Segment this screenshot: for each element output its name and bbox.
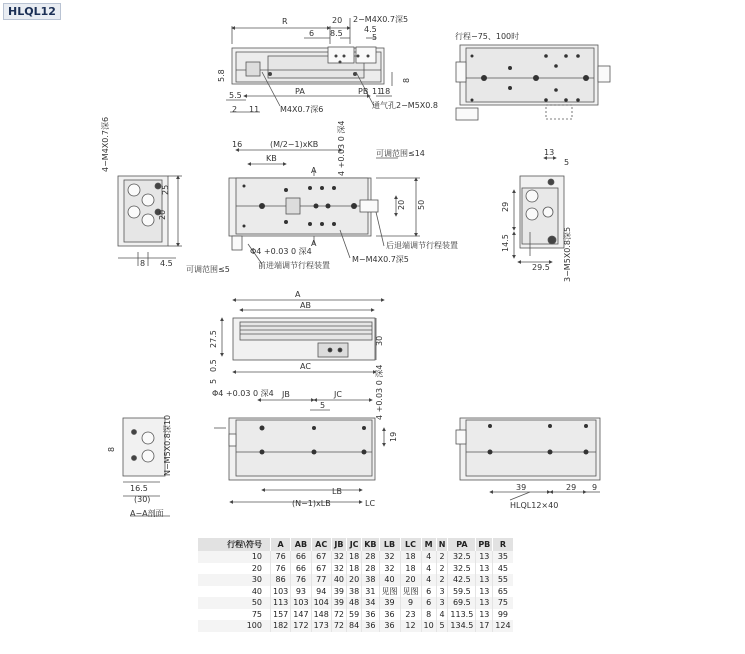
dim-11-label: 11 [372, 87, 383, 96]
table-cell: 18 [400, 563, 421, 575]
dim-5-8-label: 5.8 [217, 69, 226, 82]
bt-lc-label: LC [365, 499, 376, 508]
table-cell: 见图 [400, 586, 421, 598]
table-cell: 75 [198, 609, 271, 621]
table-cell: 8 [421, 609, 436, 621]
model-title: HLQL12 [3, 3, 61, 20]
header-stroke: 行程\符号 [198, 538, 271, 551]
table-cell: 2 [436, 574, 448, 586]
table-cell: 72 [331, 620, 346, 632]
table-cell: 86 [271, 574, 291, 586]
rt-13-label: 13 [544, 148, 555, 157]
table-cell: 38 [347, 586, 362, 598]
table-cell: 124 [493, 620, 513, 632]
mk-phi4-top-label: 4 +0.03 0 深4 [337, 120, 346, 176]
header-lc: LC [400, 538, 421, 551]
table-cell: 66 [291, 563, 311, 575]
rear-stroke-adjuster-label: 后退端调节行程装置 [386, 241, 458, 250]
table-cell: 20 [198, 563, 271, 575]
mk-50-label: 50 [417, 199, 426, 210]
bt-jb-label: JB [282, 390, 290, 399]
table-cell: 13 [476, 563, 493, 575]
table-cell: 65 [493, 586, 513, 598]
table-cell: 147 [291, 609, 311, 621]
header-ac: AC [311, 538, 331, 551]
fv-30-label: 30 [375, 335, 384, 346]
table-cell: 17 [476, 620, 493, 632]
table-cell: 13 [476, 586, 493, 598]
table-cell: 48 [347, 597, 362, 609]
right-side-view [514, 158, 564, 262]
fv-ac-label: AC [300, 362, 311, 371]
table-cell: 28 [362, 551, 379, 563]
mk-m2kb-label: (M/2−1)xKB [270, 140, 319, 149]
hl-39-label: 39 [516, 483, 527, 492]
dim-4-5-label: 4.5 [364, 25, 377, 34]
m4-depth6-label: M4X0.7深6 [280, 105, 324, 114]
table-cell: 5 [436, 620, 448, 632]
table-cell: 39 [331, 586, 346, 598]
hl-29-label: 29 [566, 483, 577, 492]
adjust-range-5-label: 可调范围≤5 [186, 265, 230, 274]
table-cell: 113 [271, 597, 291, 609]
hlql12x40-caption: HLQL12×40 [510, 501, 559, 510]
fv-5-label: 5 [209, 378, 218, 384]
table-cell: 40 [379, 574, 400, 586]
table-cell: 55 [493, 574, 513, 586]
table-cell: 13 [476, 609, 493, 621]
table-cell: 76 [271, 563, 291, 575]
table-cell: 66 [291, 551, 311, 563]
top-right-view [456, 45, 610, 120]
table-cell: 94 [311, 586, 331, 598]
dim-pb-label: PB [358, 87, 369, 96]
table-cell: 99 [493, 609, 513, 621]
table-cell: 93 [291, 586, 311, 598]
table-row [198, 609, 513, 621]
bt-lb-label: LB [332, 487, 342, 496]
header-lb: LB [379, 538, 400, 551]
table-cell: 2 [436, 551, 448, 563]
mk-16-label: 16 [232, 140, 243, 149]
table-cell: 10 [421, 620, 436, 632]
table-cell: 69.5 [448, 597, 476, 609]
table-cell: 75 [493, 597, 513, 609]
table-cell: 32.5 [448, 563, 476, 575]
table-cell: 32 [331, 551, 346, 563]
table-cell: 36 [379, 609, 400, 621]
dim-8-label: 8 [402, 77, 411, 83]
fv-0-5-label: 0.5 [209, 359, 218, 372]
table-cell: 13 [476, 574, 493, 586]
table-cell: 45 [493, 563, 513, 575]
mk-kb-label: KB [266, 154, 277, 163]
mk-m-m4-label: M−M4X0.7深5 [352, 255, 409, 264]
bt-5-label: 5 [320, 401, 326, 410]
table-cell: 148 [311, 609, 331, 621]
table-cell: 40 [331, 574, 346, 586]
table-cell: 42.5 [448, 574, 476, 586]
air-port-label: 通气孔2−M5X0.8 [372, 101, 438, 110]
mk-phi4-bottom-label: Φ4 +0.03 0 深4 [250, 247, 312, 256]
m4-depth5-label: 2−M4X0.7深5 [353, 15, 409, 24]
table-cell: 9 [400, 597, 421, 609]
table-cell: 30 [198, 574, 271, 586]
sec-16-5-label: 16.5 [130, 484, 148, 493]
header-pb: PB [476, 538, 493, 551]
table-cell: 2 [436, 563, 448, 575]
header-m: M [421, 538, 436, 551]
table-cell: 38 [362, 574, 379, 586]
table-cell: 157 [271, 609, 291, 621]
dim-18-label: 18 [380, 87, 391, 96]
table-cell: 13 [476, 551, 493, 563]
table-row [198, 551, 513, 563]
rt-29-5-label: 29.5 [532, 263, 550, 272]
section-a-bottom-label: A [311, 239, 317, 248]
table-row [198, 586, 513, 598]
table-cell: 39 [379, 597, 400, 609]
table-cell: 72 [331, 609, 346, 621]
bt-19-label: 19 [389, 431, 398, 442]
dim-5-label: 5 [372, 33, 378, 42]
table-cell: 172 [291, 620, 311, 632]
header-kb: KB [362, 538, 379, 551]
dim-5-5-label: 5.5 [229, 91, 242, 100]
table-cell: 23 [400, 609, 421, 621]
rt-m5-label: 3−M5X0.8深5 [563, 226, 572, 282]
table-cell: 40 [198, 586, 271, 598]
mk-20-label: 20 [397, 199, 406, 210]
table-cell: 20 [347, 574, 362, 586]
table-cell: 6 [421, 597, 436, 609]
table-cell: 39 [331, 597, 346, 609]
table-cell: 28 [362, 563, 379, 575]
front-stroke-adjuster-label: 前进端调节行程装置 [258, 261, 330, 270]
stroke-75-100-note: 行程−75、100时 [455, 32, 520, 41]
dim-pa-label: PA [295, 87, 305, 96]
dimension-table [198, 538, 513, 632]
table-cell: 113.5 [448, 609, 476, 621]
table-cell: 36 [379, 620, 400, 632]
table-cell: 6 [421, 586, 436, 598]
side-20-label: 20 [158, 209, 167, 220]
bt-phi4-label: Φ4 +0.03 0 深4 [212, 389, 274, 398]
table-cell: 12 [400, 620, 421, 632]
table-row [198, 597, 513, 609]
table-cell: 32 [379, 563, 400, 575]
table-cell: 34 [362, 597, 379, 609]
header-pa: PA [448, 538, 476, 551]
dim-11b-label: 11 [249, 105, 260, 114]
table-cell: 76 [291, 574, 311, 586]
fv-a-label: A [295, 290, 301, 299]
section-a-top-label: A [311, 166, 317, 175]
section-a-a-caption: A−A剖面 [130, 509, 164, 518]
dim-8-5-label: 8.5 [330, 29, 343, 38]
rt-5-label: 5 [564, 158, 570, 167]
fv-27-5-label: 27.5 [209, 330, 218, 348]
sec-m5-label: N−M5X0.8深10 [163, 414, 172, 476]
header-jb: JB [331, 538, 346, 551]
fv-ab-label: AB [300, 301, 311, 310]
rt-14-5-label: 14.5 [501, 234, 510, 252]
table-cell: 182 [271, 620, 291, 632]
table-cell: 59 [347, 609, 362, 621]
table-cell: 4 [421, 551, 436, 563]
table-row [198, 563, 513, 575]
table-cell: 4 [421, 563, 436, 575]
table-header-row [198, 538, 513, 551]
side-4-5-label: 4.5 [160, 259, 173, 268]
table-cell: 18 [347, 551, 362, 563]
hlql12x40-view [456, 418, 600, 500]
table-cell: 4 [421, 574, 436, 586]
dim-6-label: 6 [309, 29, 315, 38]
table-cell: 3 [436, 586, 448, 598]
table-cell: 13 [476, 597, 493, 609]
table-cell: 35 [493, 551, 513, 563]
table-cell: 32.5 [448, 551, 476, 563]
table-cell: 59.5 [448, 586, 476, 598]
table-cell: 67 [311, 563, 331, 575]
hl-9-label: 9 [592, 483, 598, 492]
side-25-label: 25 [161, 184, 170, 195]
sec-30-label: (30) [134, 495, 151, 504]
table-cell: 50 [198, 597, 271, 609]
header-n: N [436, 538, 448, 551]
table-cell: 77 [311, 574, 331, 586]
bottom-view [214, 400, 384, 502]
table-cell: 31 [362, 586, 379, 598]
table-cell: 103 [271, 586, 291, 598]
table-cell: 36 [362, 620, 379, 632]
table-cell: 103 [291, 597, 311, 609]
dim-r-label: R [282, 17, 288, 26]
table-row [198, 574, 513, 586]
table-cell: 20 [400, 574, 421, 586]
table-cell: 100 [198, 620, 271, 632]
dim-20-label: 20 [332, 16, 343, 25]
dim-2-label: 2 [232, 105, 238, 114]
header-ab: AB [291, 538, 311, 551]
table-cell: 18 [400, 551, 421, 563]
header-jc: JC [347, 538, 362, 551]
rt-29-label: 29 [501, 201, 510, 212]
table-cell: 36 [362, 609, 379, 621]
side-8-label: 8 [140, 259, 146, 268]
header-a: A [271, 538, 291, 551]
table-cell: 76 [271, 551, 291, 563]
table-cell: 134.5 [448, 620, 476, 632]
table-row [198, 620, 513, 632]
table-cell: 84 [347, 620, 362, 632]
bt-n1lb-label: (N−1)xLB [292, 499, 331, 508]
adjust-range-14-label: 可调范围≤14 [376, 149, 425, 158]
table-cell: 67 [311, 551, 331, 563]
bt-jc-label: JC [334, 390, 342, 399]
table-cell: 3 [436, 597, 448, 609]
table-cell: 32 [331, 563, 346, 575]
header-r: R [493, 538, 513, 551]
side-m4-label: 4−M4X0.7深6 [101, 116, 110, 172]
left-side-view [118, 176, 182, 266]
table-cell: 104 [311, 597, 331, 609]
sec-8-label: 8 [107, 446, 116, 452]
table-cell: 4 [436, 609, 448, 621]
table-cell: 173 [311, 620, 331, 632]
bt-4-label: 4 +0.03 0 深4 [375, 364, 384, 420]
table-cell: 见图 [379, 586, 400, 598]
table-cell: 32 [379, 551, 400, 563]
table-cell: 18 [347, 563, 362, 575]
table-cell: 10 [198, 551, 271, 563]
